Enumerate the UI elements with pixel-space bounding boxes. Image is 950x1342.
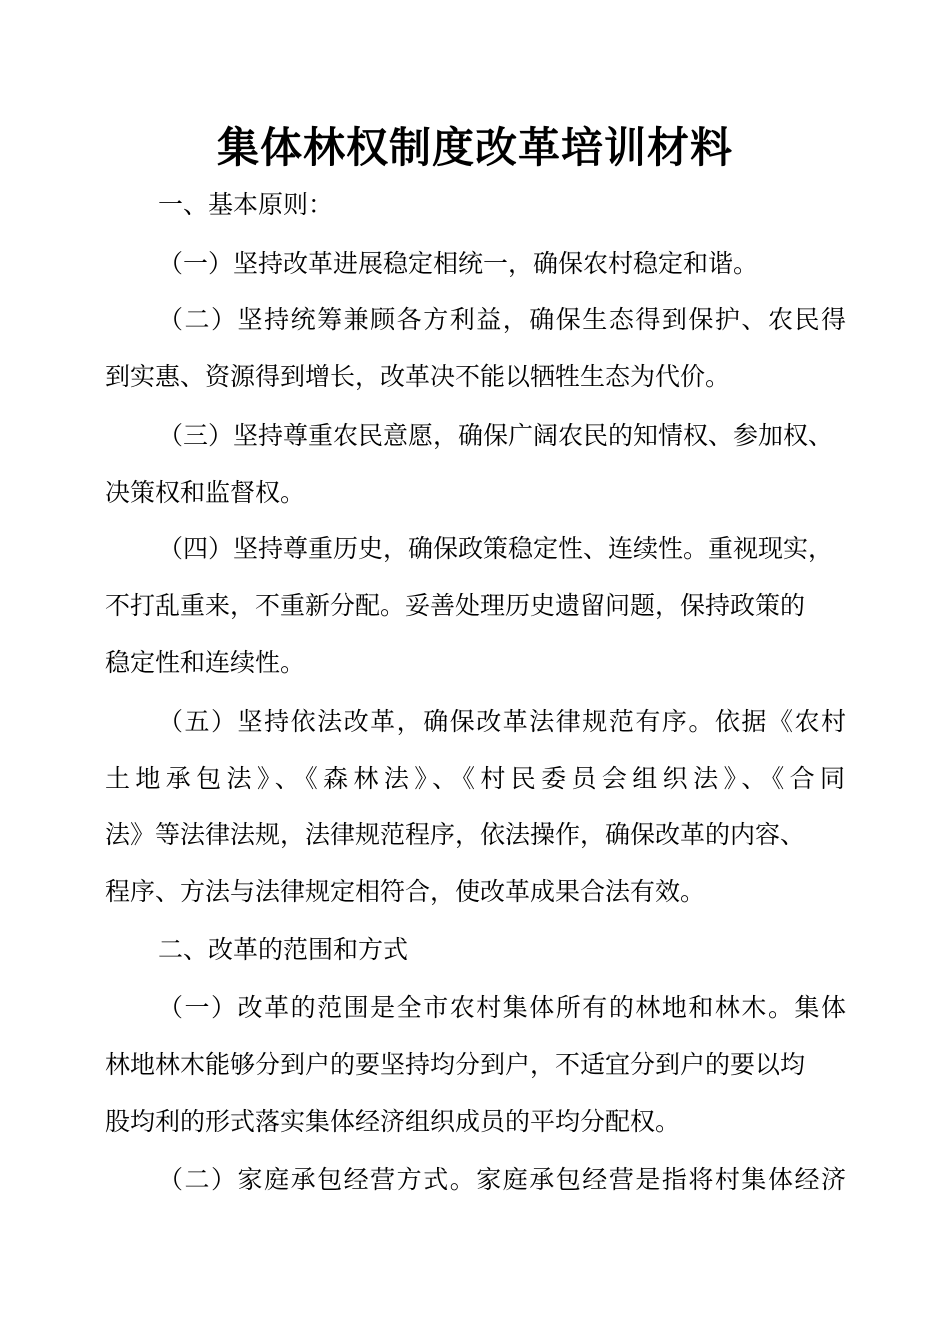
paragraph-line: 土地承包法》、《森林法》、《村民委员会组织法》、《合同 — [105, 764, 845, 793]
paragraph-line: （四）坚持尊重历史，确保政策稳定性、连续性。重视现实， — [158, 534, 834, 563]
paragraph-line: 程序、方法与法律规定相符合，使改革成果合法有效。 — [105, 877, 706, 906]
paragraph-line: 不打乱重来，不重新分配。妥善处理历史遗留问题，保持政策的 — [105, 591, 806, 620]
paragraph-line: （二）坚持统筹兼顾各方利益，确保生态得到保护、农民得 — [158, 305, 846, 334]
paragraph-line: （五）坚持依法改革，确保改革法律规范有序。依据《农村 — [158, 707, 846, 736]
paragraph-line: （一）改革的范围是全市农村集体所有的林地和林木。集体 — [158, 993, 846, 1022]
paragraph-line: （三）坚持尊重农民意愿，确保广阔农民的知情权、参加权、 — [158, 421, 834, 450]
section-heading-scope-and-methods: 二、改革的范围和方式 — [158, 935, 409, 964]
paragraph-line: 林地林木能够分到户的要坚持均分到户，不适宜分到户的要以均 — [105, 1050, 806, 1079]
document-title: 集体林权制度改革培训材料 — [216, 123, 733, 172]
section-heading-basic-principles: 一、基本原则： — [158, 190, 334, 219]
paragraph-line: 到实惠、资源得到增长，改革决不能以牺牲生态为代价。 — [105, 362, 731, 391]
paragraph-line: 法》等法律法规，法律规范程序，依法操作，确保改革的内容、 — [105, 820, 806, 849]
paragraph-line: （一）坚持改革进展稳定相统一，确保农村稳定和谐。 — [158, 249, 759, 278]
paragraph-line: 股均利的形式落实集体经济组织成员的平均分配权。 — [105, 1107, 681, 1136]
paragraph-line: 决策权和监督权。 — [105, 478, 306, 507]
paragraph-line: 稳定性和连续性。 — [105, 648, 306, 677]
paragraph-line: （二）家庭承包经营方式。家庭承包经营是指将村集体经济 — [158, 1165, 846, 1194]
